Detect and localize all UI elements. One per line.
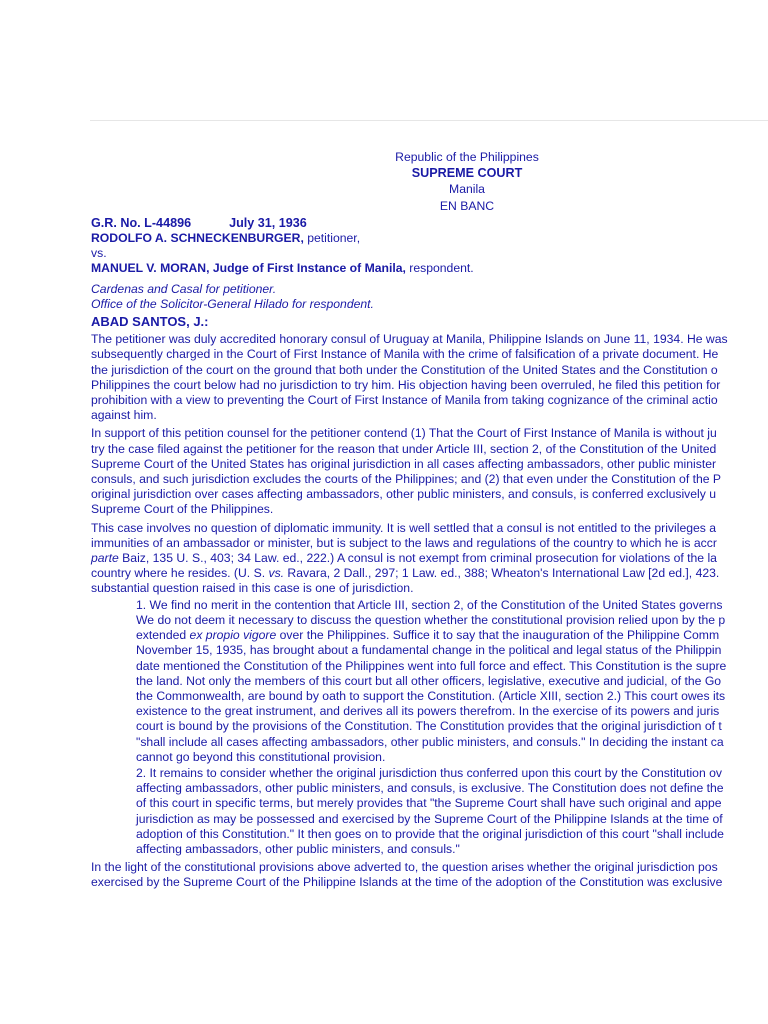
case-number-row xyxy=(91,216,768,231)
text-line: November 15, 1935, has brought about a fundamental change in the political and legal status of the Philippin xyxy=(136,643,722,658)
text-line: affecting ambassadors, other public ministers, and consuls." xyxy=(136,841,460,856)
text-line: original jurisdiction over cases affecting ambassadors, other public ministers, and consuls, is conferred exclusively u xyxy=(91,487,717,502)
text-line: prohibition with a view to preventing the Court of First Instance of Manila from taking cognizance of the criminal actio xyxy=(91,393,718,408)
text-line: against him. xyxy=(91,408,157,423)
court-city: Manila xyxy=(449,182,485,197)
text-line: Philippines the court below had no jurisdiction to try him. His objection having been overruled, he filed this petition for xyxy=(91,377,721,392)
text-line: This case involves no question of diplomatic immunity. It is well settled that a consul is not entitled to the privileges a xyxy=(91,520,717,535)
text-line: the Commonwealth, are bound by oath to support the Constitution. (Article XIII, section 2.) This court owes its xyxy=(136,688,726,703)
petitioner-role: petitioner, xyxy=(303,231,361,246)
text-line: 1. We find no merit in the contention that Article III, section 2, of the Constitution of the United States governs xyxy=(136,597,723,612)
decision-date: July 31, 1936 xyxy=(229,215,307,230)
ponente: ABAD SANTOS, J.: xyxy=(91,314,209,330)
text-line: 2. It remains to consider whether the original jurisdiction thus conferred upon this court by the Constitution ov xyxy=(136,765,722,780)
text-line xyxy=(91,566,768,581)
court-division: EN BANC xyxy=(439,198,495,213)
paragraph-exclusivity xyxy=(91,860,768,890)
petitioner-line xyxy=(91,231,768,246)
paragraph-contentions xyxy=(91,426,768,517)
text-line: Supreme Court of the United States has original jurisdiction in all cases affecting ambassadors, other public minister xyxy=(91,456,717,471)
respondent-role: respondent. xyxy=(405,261,474,276)
text-line: cannot go beyond this constitutional provision. xyxy=(136,749,386,764)
paragraph-facts xyxy=(91,332,768,423)
text-line: We do not deem it necessary to discuss the question whether the constitutional provision relied upon by the p xyxy=(136,612,726,627)
court-name: SUPREME COURT xyxy=(411,166,523,181)
text-line: jurisdiction as may be possessed and exercised by the Supreme Court of the Philippine Islands at the time of xyxy=(136,811,723,826)
text-line: court is bound by the provisions of the Constitution. The Constitution provides that the original jurisdiction of t xyxy=(136,719,722,734)
text-line: try the case filed against the petitioner for the reason that under Article III, section 2, of the Constitution of the United xyxy=(91,441,717,456)
text-line: the land. Not only the members of this court but all other officers, legislative, executive and judicial, of the Go xyxy=(136,673,722,688)
text-span: extended xyxy=(136,628,190,643)
text-line: substantial question raised in this case is one of jurisdiction. xyxy=(91,581,414,596)
text-line: subsequently charged in the Court of First Instance of Manila with the crime of falsification of a private document. He xyxy=(91,347,719,362)
text-span: country where he resides. (U. S. xyxy=(91,566,269,581)
paragraph-immunity xyxy=(91,521,768,597)
text-line: immunities of an ambassador or minister, but is subject to the laws and regulations of the country to which he is accr xyxy=(91,535,717,550)
petitioner-name: RODOLFO A. SCHNECKENBURGER, xyxy=(91,231,304,246)
counsel-block xyxy=(91,282,768,312)
text-line xyxy=(136,628,768,643)
text-line: Supreme Court of the Philippines. xyxy=(91,502,274,517)
numbered-paragraph-1 xyxy=(91,598,768,765)
text-line: "shall include all cases affecting ambassadors, other public ministers, and consuls." In deciding the instant ca xyxy=(136,734,724,749)
republic-label: Republic of the Philippines xyxy=(395,150,539,164)
gr-number: G.R. No. L-44896 xyxy=(91,215,192,230)
text-line: consuls, and such jurisdiction excludes the courts of the Philippines; and (2) that even under the Constitution of the P xyxy=(91,472,722,487)
header-divider xyxy=(90,120,768,121)
decision-document xyxy=(91,149,768,891)
text-line: of this court in specific terms, but merely provides that "the Supreme Court shall have such original and appe xyxy=(136,796,722,811)
text-line: existence to the great instrument, and derives all its powers therefrom. In the exercise of its powers and juris xyxy=(136,704,720,719)
text-line: The petitioner was duly accredited honorary consul of Uruguay at Manila, Philippine Islands on June 11, 1934. He was xyxy=(91,332,728,347)
text-line: date mentioned the Constitution of the Philippines went into full force and effect. This Constitution is the supre xyxy=(136,658,727,673)
italic-text: vs. xyxy=(268,566,285,581)
text-line: In the light of the constitutional provisions above adverted to, the question arises whether the original jurisdiction pos xyxy=(91,860,718,875)
text-span: Baiz, 135 U. S., 403; 34 Law. ed., 222.) A consul is not exempt from criminal prosecution for violations of the la xyxy=(118,551,717,566)
text-line: adoption of this Constitution." It then goes on to provide that the original jurisdiction of this court "shall include xyxy=(136,826,724,841)
text-span: Ravara, 2 Dall., 297; 1 Law. ed., 388; Wheaton's International Law [2d ed.], 423. xyxy=(284,566,720,581)
text-span: over the Philippines. Suffice it to say that the inauguration of the Philippine Comm xyxy=(276,628,720,643)
text-line: affecting ambassadors, other public ministers, and consuls, is exclusive. The Constitution does not define the xyxy=(136,781,724,796)
text-line: exercised by the Supreme Court of the Philippine Islands at the time of the adoption of the Constitution was exclusive xyxy=(91,875,723,890)
text-line: In support of this petition counsel for the petitioner contend (1) That the Court of First Instance of Manila is without ju xyxy=(91,426,717,441)
respondent-line xyxy=(91,261,768,276)
counsel-respondent: Office of the Solicitor-General Hilado for respondent. xyxy=(91,296,374,311)
versus-line: vs. xyxy=(91,246,107,261)
counsel-petitioner: Cardenas and Casal for petitioner. xyxy=(91,281,277,296)
italic-text: ex propio vigore xyxy=(189,628,277,643)
respondent-name: MANUEL V. MORAN, Judge of First Instance of Manila, xyxy=(91,261,406,276)
court-header xyxy=(91,149,768,214)
text-line: the jurisdiction of the court on the ground that both under the Constitution of the United States and the Constitution o xyxy=(91,362,718,377)
text-line xyxy=(91,551,768,566)
numbered-paragraph-2 xyxy=(91,766,768,857)
italic-text: parte xyxy=(91,551,119,566)
